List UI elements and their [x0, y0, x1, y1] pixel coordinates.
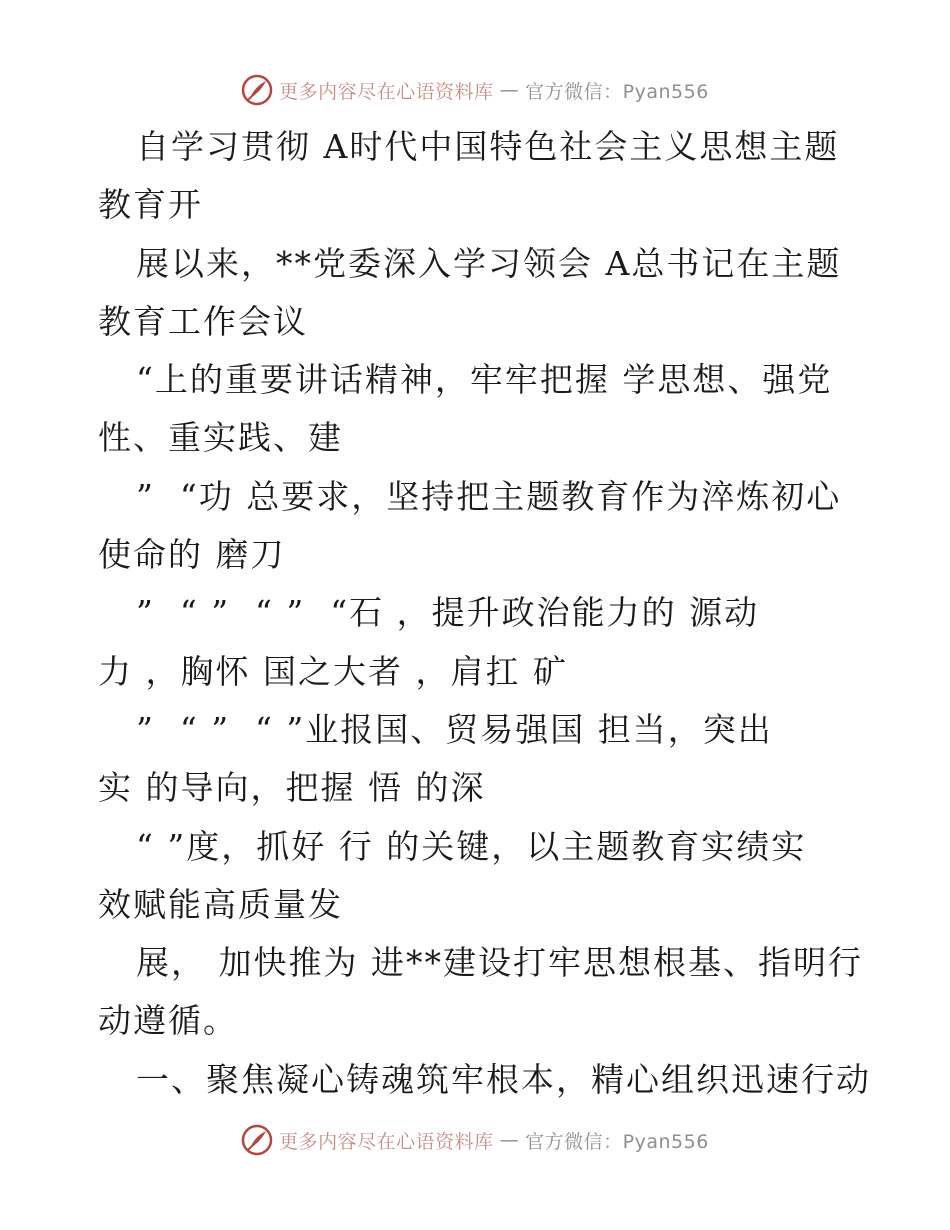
body-line: 效赋能高质量发 — [98, 884, 343, 924]
body-line: 展， 加快推为 进**建设打牢思想根基、指明行 — [136, 943, 863, 983]
footer-watermark — [0, 1120, 950, 1160]
body-line: 实 的导向，把握 悟 的深 — [98, 768, 486, 808]
body-line: 展以来，**党委深入学习领会 A总书记在主题 — [136, 243, 842, 283]
watermark-site-text: 更多内容尽在心语资料库 — [279, 1130, 494, 1153]
watermark-contact-text: 官方微信：Pyan556 — [525, 1130, 709, 1153]
body-line: 动遵循。 — [98, 1001, 238, 1041]
document-body — [98, 118, 871, 1109]
body-line: 自学习贯彻 A时代中国特色社会主义思想主题 — [136, 127, 840, 166]
body-line: 力 ，胸怀 国之大者 ，肩扛 矿 — [98, 651, 568, 691]
body-line: 教育开 — [98, 185, 203, 225]
watermark-site-text: 更多内容尽在心语资料库 — [279, 80, 494, 103]
body-line: 使命的 磨刀 — [98, 535, 286, 575]
body-line: ” “ ” “ ” “石 ，提升政治能力的 源动 — [136, 593, 760, 633]
quill-logo-icon — [241, 74, 273, 106]
section-heading: 一、聚焦凝心铸魂筑牢根本，精心组织迅速行动 — [136, 1059, 871, 1099]
body-line: 性、重实践、建 — [98, 418, 343, 458]
watermark-dash: — — [499, 1129, 520, 1151]
watermark-dash: — — [499, 79, 520, 101]
header-watermark — [0, 70, 950, 110]
body-line: “上的重要讲话精神，牢牢把握 学思想、强党 — [136, 360, 833, 400]
quill-logo-icon — [241, 1124, 273, 1156]
watermark-contact-text: 官方微信：Pyan556 — [525, 80, 709, 103]
body-line: ” “ ” “ ”业报国、贸易强国 担当，突出 — [136, 709, 773, 749]
body-line: ” “功 总要求，坚持把主题教育作为淬炼初心 — [136, 476, 842, 516]
body-line: 教育工作会议 — [98, 301, 308, 341]
body-line: “ ”度，抓好 行 的关键，以主题教育实绩实 — [136, 826, 807, 866]
